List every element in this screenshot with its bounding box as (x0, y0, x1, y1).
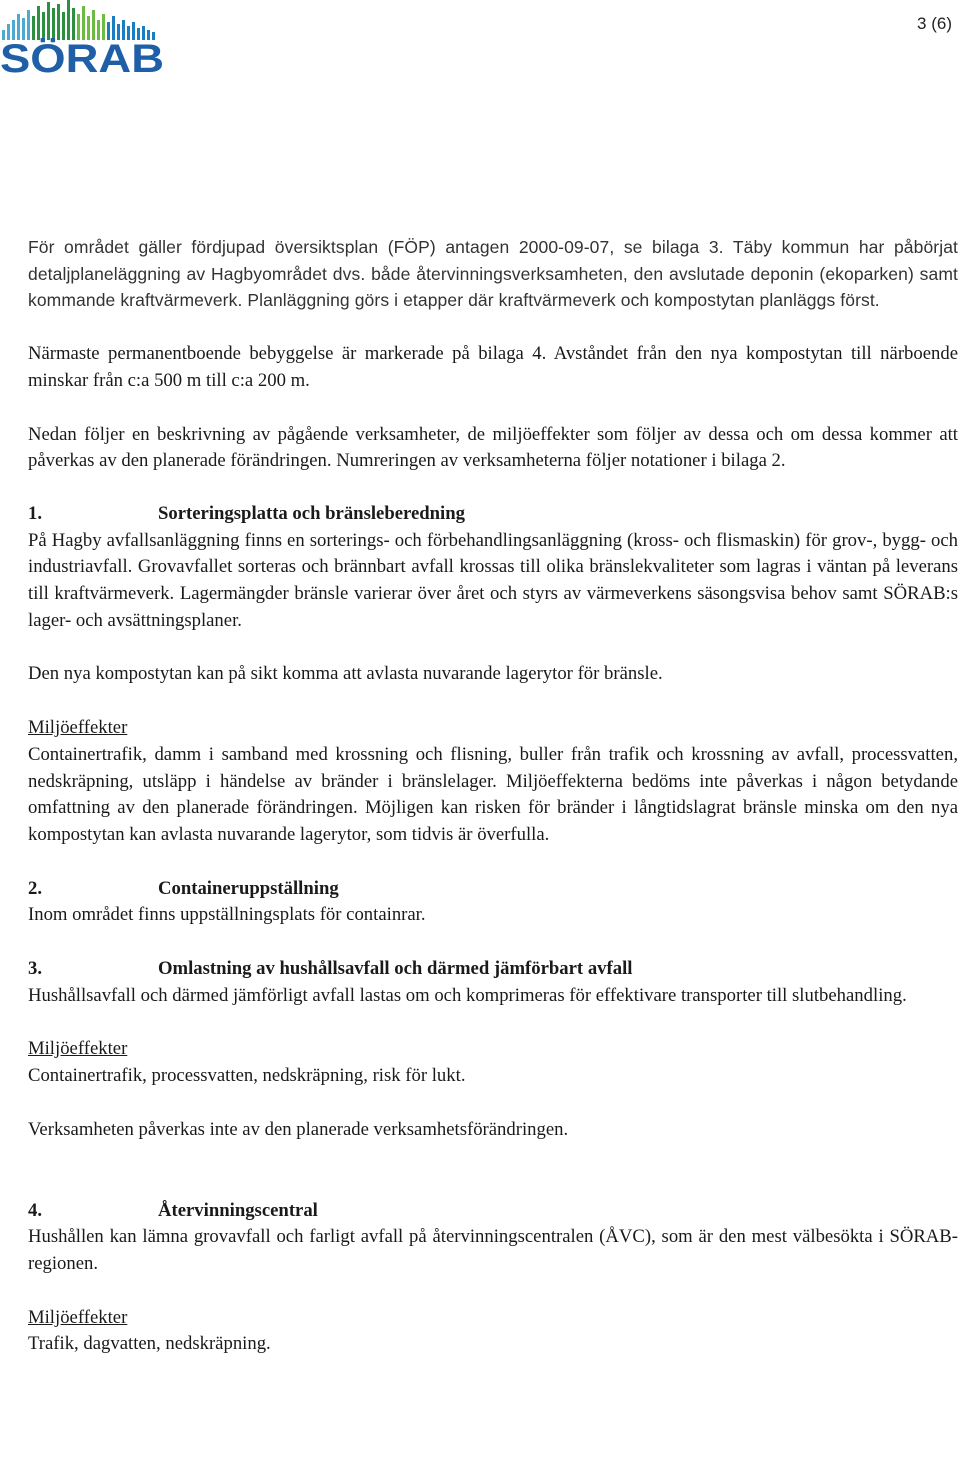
section-3-heading (28, 956, 958, 983)
section-4-body: Hushållen kan lämna grovavfall och farligt avfall på återvinningscentralen (ÅVC), som är den mest välbesökta i SÖRAB-regionen. (28, 1226, 958, 1274)
effects-heading: Miljöeffekter (28, 1306, 128, 1328)
section-2-heading (28, 876, 958, 903)
paragraph-plan: För området gäller fördjupad översiktsplan (FÖP) antagen 2000-09-07, se bilaga 3. Täby kommun har påbörjat detaljplaneläggning av Hagbyområdet dvs. både återvinningsverksamheten, den avslutade deponin (ekoparken) samt kommande kraftvärmeverk. Planläggning görs i etapper där kraftvärmeverk och kompostytan planläggs först. (28, 237, 958, 311)
logo-text: SÖRAB (0, 37, 145, 78)
section-number: 2. (28, 877, 43, 899)
section-1-heading (28, 501, 958, 528)
section-4-effects: Trafik, dagvatten, nedskräpning. (28, 1333, 271, 1355)
section-3-effects: Containertrafik, processvatten, nedskräpning, risk för lukt. (28, 1065, 466, 1087)
effects-heading: Miljöeffekter (28, 1038, 128, 1060)
section-title: Sorteringsplatta och bränsleberedning (158, 502, 465, 524)
section-number: 4. (28, 1199, 43, 1221)
section-number: 1. (28, 502, 43, 524)
document-body (28, 234, 958, 1358)
section-title: Containeruppställning (158, 877, 339, 899)
paragraph-intro: Nedan följer en beskrivning av pågående verksamheter, de miljöeffekter som följer av dessa och om dessa kommer att påverkas av den planerade förändringen. Numreringen av verksamheterna följer notationer i bilaga 2. (28, 423, 958, 472)
section-1-extra: Den nya kompostytan kan på sikt komma att avlasta nuvarande lagerytor för bränsle. (28, 663, 663, 685)
section-title: Omlastning av hushållsavfall och därmed jämförbart avfall (158, 958, 633, 980)
section-1-effects: Containertrafik, damm i samband med krossning och flisning, buller från trafik och krossning av avfall, processvatten, nedskräpning, utsläpp i händelse av bränder i bränslelager. Miljöeffekterna bedöms inte påverkas i någon betydande omfattning av den planerade förändringen. Möjligen kan risken för bränder i långtidslagrat bränsle minska om den nya kompostytan kan avlasta nuvarande lagerytor, som tidvis är överfulla. (28, 743, 958, 845)
section-4-heading (28, 1198, 958, 1225)
section-3-extra: Verksamheten påverkas inte av den planerade verksamhetsförändringen. (28, 1118, 569, 1140)
sorab-logo (0, 0, 170, 78)
section-number: 3. (28, 958, 43, 980)
section-2-body: Inom området finns uppställningsplats för containrar. (28, 904, 426, 926)
section-3-body: Hushållsavfall och därmed jämförligt avfall lastas om och komprimeras för effektivare transporter till slutbehandling. (28, 984, 907, 1006)
paragraph-nearest-housing: Närmaste permanentboende bebyggelse är markerade på bilaga 4. Avståndet från den nya kompostytan till närboende minskar från c:a 500 m till c:a 200 m. (28, 343, 958, 391)
effects-heading: Miljöeffekter (28, 717, 128, 739)
section-title: Återvinningscentral (158, 1199, 318, 1221)
section-1-body: På Hagby avfallsanläggning finns en sorterings- och förbehandlingsanläggning (kross- och flismaskin) för grov-, bygg- och industriavfall. Grovavfallet sorteras och brännbart avfall krossas till olika bränslekvaliteter som lagras i väntan på leverans till kraftvärmeverk. Lagermängder bränsle varierar över året och styrs av värmeverkens säsongsvisa behov samt SÖRAB:s lager- och avsättningsplaner. (28, 529, 958, 631)
page-number: 3 (6) (917, 14, 952, 33)
